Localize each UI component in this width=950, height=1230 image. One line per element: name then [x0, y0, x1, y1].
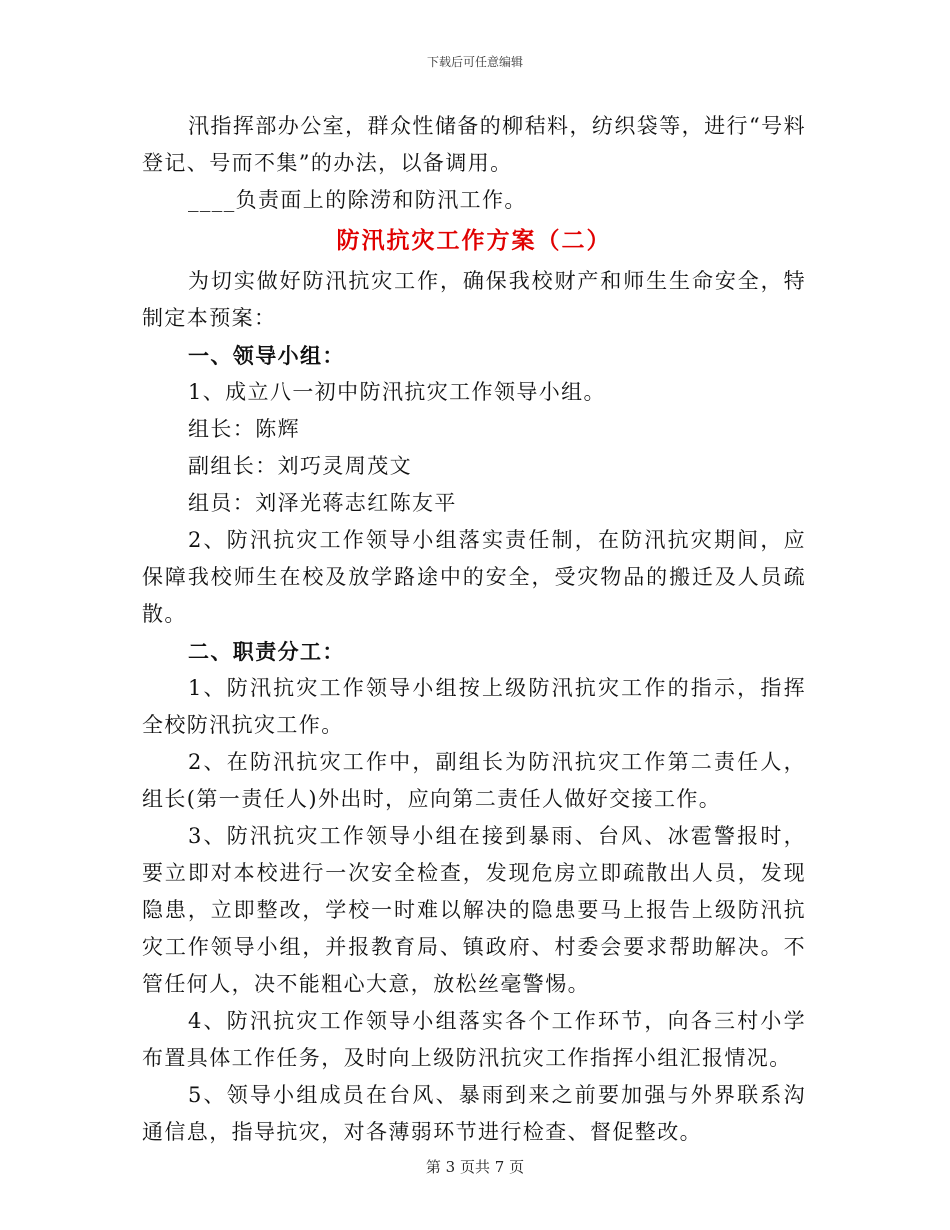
document-title: 防汛抗灾工作方案（二） [336, 227, 612, 254]
section-heading-leadership: 一、领导小组： [188, 343, 345, 368]
paragraph-duty-4: 4、防汛抗灾工作领导小组落实各个工作环节，向各三村小学布置具体工作任务，及时向上级防汛抗灾工作指挥小组汇报情况。 [142, 1009, 806, 1070]
paragraph-group-leader: 组长：陈辉 [188, 417, 300, 441]
section-heading-duties: 二、职责分工： [188, 639, 345, 664]
paragraph-duty-2: 2、在防汛抗灾工作中，副组长为防汛抗灾工作第二责任人，组长(第一责任人)外出时，应向第二责任人做好交接工作。 [142, 750, 806, 811]
paragraph-intro: 为切实做好防汛抗灾工作，确保我校财产和师生生命安全，特制定本预案： [142, 269, 806, 330]
paragraph-deputy-leader: 副组长：刘巧灵周茂文 [188, 454, 412, 478]
paragraph-members: 组员：刘泽光蒋志红陈友平 [188, 491, 457, 515]
page-footer: 第 3 页共 7 页 [425, 1158, 525, 1176]
paragraph-continuation: 汛指挥部办公室，群众性储备的柳秸料，纺织袋等，进行“号料登记、号而不集”的办法，以备调用。 [142, 114, 806, 175]
paragraph-leadership-1: 1、成立八一初中防汛抗灾工作领导小组。 [188, 380, 606, 404]
paragraph-duty-5: 5、领导小组成员在台风、暴雨到来之前要加强与外界联系沟通信息，指导抗灾，对各薄弱环节进行检查、督促整改。 [142, 1083, 806, 1144]
paragraph-responsibility: ____负责面上的除涝和防汛工作。 [188, 188, 527, 212]
page-header: 下载后可任意编辑 [426, 55, 523, 69]
paragraph-leadership-2: 2、防汛抗灾工作领导小组落实责任制，在防汛抗灾期间，应保障我校师生在校及放学路途中的安全，受灾物品的搬迁及人员疏散。 [142, 528, 806, 626]
document-body [142, 108, 806, 1151]
paragraph-duty-1: 1、防汛抗灾工作领导小组按上级防汛抗灾工作的指示，指挥全校防汛抗灾工作。 [142, 676, 806, 737]
paragraph-duty-3: 3、防汛抗灾工作领导小组在接到暴雨、台风、冰雹警报时，要立即对本校进行一次安全检查，发现危房立即疏散出人员，发现隐患，立即整改，学校一时难以解决的隐患要马上报告上级防汛抗灾工作领导小组，并报教育局、镇政府、村委会要求帮助解决。不管任何人，决不能粗心大意，放松丝毫警惕。 [142, 824, 806, 996]
